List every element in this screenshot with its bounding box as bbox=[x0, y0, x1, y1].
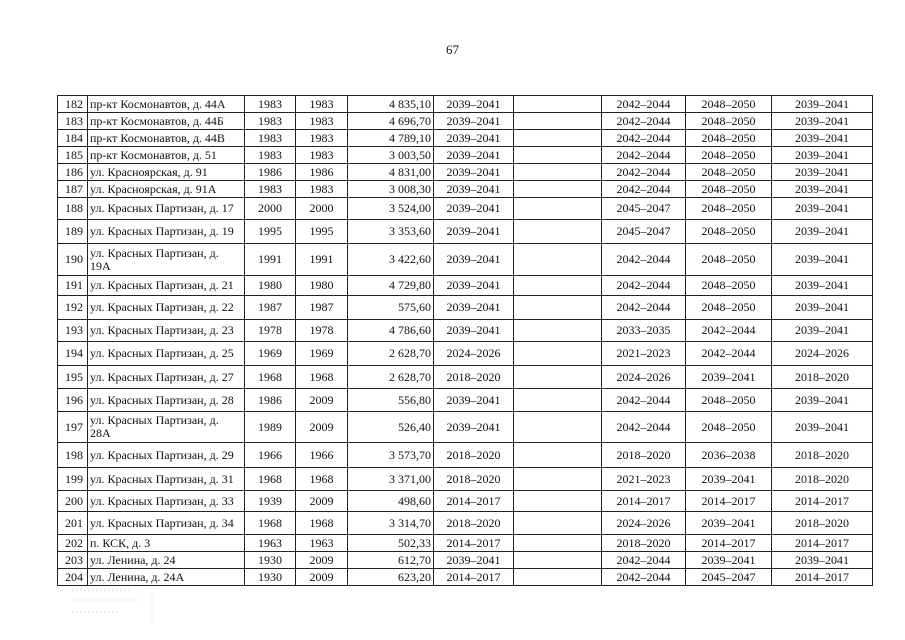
period-4-cell: 2048–2050 bbox=[686, 296, 772, 320]
area-cell: 502,33 bbox=[348, 535, 434, 552]
year-built-cell: 1991 bbox=[245, 244, 296, 276]
area-cell: 4 789,10 bbox=[348, 130, 434, 147]
table-row bbox=[58, 244, 873, 276]
period-4-cell: 2039–2041 bbox=[686, 552, 772, 569]
area-cell: 556,80 bbox=[348, 389, 434, 412]
area-cell: 4 831,00 bbox=[348, 164, 434, 181]
year-built-cell: 1930 bbox=[245, 552, 296, 569]
period-1-cell: 2039–2041 bbox=[434, 220, 514, 244]
row-number-cell: 184 bbox=[58, 130, 88, 147]
year-built-cell: 1995 bbox=[245, 220, 296, 244]
period-4-cell: 2048–2050 bbox=[686, 147, 772, 164]
year-built-cell: 1968 bbox=[245, 468, 296, 491]
table-row bbox=[58, 443, 873, 468]
area-cell: 3 008,30 bbox=[348, 181, 434, 198]
year-built-cell: 1983 bbox=[245, 147, 296, 164]
period-5-cell: 2039–2041 bbox=[772, 113, 873, 130]
period-1-cell: 2039–2041 bbox=[434, 552, 514, 569]
period-5-cell: 2014–2017 bbox=[772, 491, 873, 512]
period-5-cell: 2018–2020 bbox=[772, 443, 873, 468]
row-number-cell: 204 bbox=[58, 569, 88, 586]
period-1-cell: 2039–2041 bbox=[434, 412, 514, 443]
period-1-cell: 2018–2020 bbox=[434, 366, 514, 389]
period-2-cell bbox=[514, 220, 602, 244]
period-3-cell: 2045–2047 bbox=[602, 220, 686, 244]
area-cell: 4 696,70 bbox=[348, 113, 434, 130]
year-built-cell: 1983 bbox=[245, 181, 296, 198]
address-cell: ул. Ленина, д. 24 bbox=[88, 552, 245, 569]
period-4-cell: 2048–2050 bbox=[686, 164, 772, 181]
period-2-cell bbox=[514, 164, 602, 181]
period-3-cell: 2024–2026 bbox=[602, 366, 686, 389]
table-row bbox=[58, 164, 873, 181]
year-commissioned-cell: 2009 bbox=[296, 569, 348, 586]
row-number-cell: 183 bbox=[58, 113, 88, 130]
year-commissioned-cell: 1968 bbox=[296, 366, 348, 389]
address-cell: ул. Красных Партизан, д. 29 bbox=[88, 443, 245, 468]
area-cell: 612,70 bbox=[348, 552, 434, 569]
period-5-cell: 2039–2041 bbox=[772, 389, 873, 412]
year-built-cell: 1939 bbox=[245, 491, 296, 512]
period-5-cell: 2039–2041 bbox=[772, 220, 873, 244]
period-4-cell: 2048–2050 bbox=[686, 244, 772, 276]
address-cell: ул. Красных Партизан, д. 22 bbox=[88, 296, 245, 320]
row-number-cell: 192 bbox=[58, 296, 88, 320]
row-number-cell: 189 bbox=[58, 220, 88, 244]
area-cell: 3 422,60 bbox=[348, 244, 434, 276]
period-3-cell: 2014–2017 bbox=[602, 491, 686, 512]
period-1-cell: 2039–2041 bbox=[434, 147, 514, 164]
period-3-cell: 2042–2044 bbox=[602, 552, 686, 569]
period-1-cell: 2039–2041 bbox=[434, 164, 514, 181]
period-2-cell bbox=[514, 181, 602, 198]
row-number-cell: 186 bbox=[58, 164, 88, 181]
area-cell: 3 003,50 bbox=[348, 147, 434, 164]
year-commissioned-cell: 1983 bbox=[296, 130, 348, 147]
address-cell: пр-кт Космонавтов, д. 51 bbox=[88, 147, 245, 164]
address-cell: ул. Красноярская, д. 91А bbox=[88, 181, 245, 198]
table-row bbox=[58, 389, 873, 412]
area-cell: 623,20 bbox=[348, 569, 434, 586]
period-3-cell: 2033–2035 bbox=[602, 320, 686, 342]
period-1-cell: 2014–2017 bbox=[434, 491, 514, 512]
address-cell: пр-кт Космонавтов, д. 44В bbox=[88, 130, 245, 147]
year-commissioned-cell: 1969 bbox=[296, 342, 348, 366]
row-number-cell: 198 bbox=[58, 443, 88, 468]
year-commissioned-cell: 2009 bbox=[296, 412, 348, 443]
year-built-cell: 1978 bbox=[245, 320, 296, 342]
period-4-cell: 2048–2050 bbox=[686, 389, 772, 412]
period-3-cell: 2018–2020 bbox=[602, 443, 686, 468]
period-5-cell: 2039–2041 bbox=[772, 276, 873, 296]
row-number-cell: 187 bbox=[58, 181, 88, 198]
table-row bbox=[58, 296, 873, 320]
table-row bbox=[58, 130, 873, 147]
period-2-cell bbox=[514, 535, 602, 552]
period-2-cell bbox=[514, 276, 602, 296]
period-4-cell: 2036–2038 bbox=[686, 443, 772, 468]
period-3-cell: 2021–2023 bbox=[602, 342, 686, 366]
period-3-cell: 2018–2020 bbox=[602, 535, 686, 552]
table-row bbox=[58, 552, 873, 569]
address-cell: ул. Красных Партизан, д. 19А bbox=[88, 244, 245, 276]
period-1-cell: 2039–2041 bbox=[434, 181, 514, 198]
period-3-cell: 2042–2044 bbox=[602, 147, 686, 164]
year-commissioned-cell: 1966 bbox=[296, 443, 348, 468]
address-cell: пр-кт Космонавтов, д. 44А bbox=[88, 96, 245, 113]
period-3-cell: 2024–2026 bbox=[602, 512, 686, 535]
period-2-cell bbox=[514, 512, 602, 535]
year-built-cell: 1986 bbox=[245, 164, 296, 181]
period-5-cell: 2014–2017 bbox=[772, 569, 873, 586]
year-commissioned-cell: 2009 bbox=[296, 552, 348, 569]
period-5-cell: 2039–2041 bbox=[772, 296, 873, 320]
area-cell: 3 524,00 bbox=[348, 198, 434, 220]
period-1-cell: 2039–2041 bbox=[434, 244, 514, 276]
year-commissioned-cell: 1991 bbox=[296, 244, 348, 276]
period-2-cell bbox=[514, 412, 602, 443]
year-built-cell: 1966 bbox=[245, 443, 296, 468]
period-5-cell: 2039–2041 bbox=[772, 320, 873, 342]
period-4-cell: 2048–2050 bbox=[686, 220, 772, 244]
period-5-cell: 2039–2041 bbox=[772, 198, 873, 220]
year-built-cell: 1986 bbox=[245, 389, 296, 412]
year-commissioned-cell: 1995 bbox=[296, 220, 348, 244]
address-cell: ул. Красных Партизан, д. 31 bbox=[88, 468, 245, 491]
table-row bbox=[58, 198, 873, 220]
period-1-cell: 2039–2041 bbox=[434, 198, 514, 220]
table-row bbox=[58, 96, 873, 113]
year-commissioned-cell: 2009 bbox=[296, 491, 348, 512]
period-5-cell: 2039–2041 bbox=[772, 147, 873, 164]
area-cell: 3 371,00 bbox=[348, 468, 434, 491]
period-4-cell: 2048–2050 bbox=[686, 198, 772, 220]
area-cell: 4 729,80 bbox=[348, 276, 434, 296]
row-number-cell: 188 bbox=[58, 198, 88, 220]
period-4-cell: 2014–2017 bbox=[686, 535, 772, 552]
period-3-cell: 2042–2044 bbox=[602, 276, 686, 296]
area-cell: 3 314,70 bbox=[348, 512, 434, 535]
table-row bbox=[58, 512, 873, 535]
period-2-cell bbox=[514, 130, 602, 147]
table-row bbox=[58, 320, 873, 342]
row-number-cell: 201 bbox=[58, 512, 88, 535]
period-5-cell: 2018–2020 bbox=[772, 366, 873, 389]
year-commissioned-cell: 1968 bbox=[296, 512, 348, 535]
row-number-cell: 193 bbox=[58, 320, 88, 342]
table-row bbox=[58, 342, 873, 366]
period-2-cell bbox=[514, 342, 602, 366]
year-commissioned-cell: 1983 bbox=[296, 181, 348, 198]
row-number-cell: 200 bbox=[58, 491, 88, 512]
address-cell: ул. Красных Партизан, д. 33 bbox=[88, 491, 245, 512]
period-2-cell bbox=[514, 552, 602, 569]
period-2-cell bbox=[514, 147, 602, 164]
year-built-cell: 1987 bbox=[245, 296, 296, 320]
building-registry-table bbox=[57, 95, 873, 586]
period-2-cell bbox=[514, 113, 602, 130]
scan-artifact-mark bbox=[70, 586, 160, 626]
period-4-cell: 2042–2044 bbox=[686, 342, 772, 366]
period-3-cell: 2042–2044 bbox=[602, 569, 686, 586]
year-built-cell: 2000 bbox=[245, 198, 296, 220]
area-cell: 4 786,60 bbox=[348, 320, 434, 342]
period-2-cell bbox=[514, 244, 602, 276]
period-4-cell: 2039–2041 bbox=[686, 366, 772, 389]
table-row bbox=[58, 491, 873, 512]
year-built-cell: 1983 bbox=[245, 130, 296, 147]
period-2-cell bbox=[514, 96, 602, 113]
row-number-cell: 194 bbox=[58, 342, 88, 366]
period-5-cell: 2039–2041 bbox=[772, 181, 873, 198]
period-3-cell: 2042–2044 bbox=[602, 244, 686, 276]
period-4-cell: 2045–2047 bbox=[686, 569, 772, 586]
period-4-cell: 2048–2050 bbox=[686, 113, 772, 130]
year-commissioned-cell: 1983 bbox=[296, 113, 348, 130]
year-built-cell: 1980 bbox=[245, 276, 296, 296]
period-1-cell: 2039–2041 bbox=[434, 130, 514, 147]
area-cell: 3 573,70 bbox=[348, 443, 434, 468]
address-cell: ул. Красных Партизан, д. 21 bbox=[88, 276, 245, 296]
period-3-cell: 2042–2044 bbox=[602, 389, 686, 412]
period-2-cell bbox=[514, 320, 602, 342]
year-commissioned-cell: 1983 bbox=[296, 96, 348, 113]
period-2-cell bbox=[514, 198, 602, 220]
area-cell: 4 835,10 bbox=[348, 96, 434, 113]
period-1-cell: 2039–2041 bbox=[434, 296, 514, 320]
period-5-cell: 2039–2041 bbox=[772, 552, 873, 569]
area-cell: 2 628,70 bbox=[348, 342, 434, 366]
year-built-cell: 1983 bbox=[245, 96, 296, 113]
period-1-cell: 2018–2020 bbox=[434, 468, 514, 491]
row-number-cell: 191 bbox=[58, 276, 88, 296]
row-number-cell: 197 bbox=[58, 412, 88, 443]
period-2-cell bbox=[514, 389, 602, 412]
table-row bbox=[58, 147, 873, 164]
period-5-cell: 2039–2041 bbox=[772, 164, 873, 181]
address-cell: ул. Красных Партизан, д. 25 bbox=[88, 342, 245, 366]
address-cell: п. КСК, д. 3 bbox=[88, 535, 245, 552]
row-number-cell: 182 bbox=[58, 96, 88, 113]
period-4-cell: 2039–2041 bbox=[686, 468, 772, 491]
period-2-cell bbox=[514, 491, 602, 512]
area-cell: 526,40 bbox=[348, 412, 434, 443]
address-cell: ул. Красных Партизан, д. 17 bbox=[88, 198, 245, 220]
table-row bbox=[58, 113, 873, 130]
period-2-cell bbox=[514, 366, 602, 389]
period-3-cell: 2042–2044 bbox=[602, 181, 686, 198]
period-5-cell: 2018–2020 bbox=[772, 468, 873, 491]
period-5-cell: 2024–2026 bbox=[772, 342, 873, 366]
page-number: 67 bbox=[446, 42, 459, 57]
table-row bbox=[58, 412, 873, 443]
year-commissioned-cell: 1987 bbox=[296, 296, 348, 320]
year-commissioned-cell: 1978 bbox=[296, 320, 348, 342]
table-row bbox=[58, 569, 873, 586]
period-1-cell: 2018–2020 bbox=[434, 443, 514, 468]
period-2-cell bbox=[514, 569, 602, 586]
period-4-cell: 2039–2041 bbox=[686, 512, 772, 535]
row-number-cell: 199 bbox=[58, 468, 88, 491]
period-1-cell: 2039–2041 bbox=[434, 389, 514, 412]
year-built-cell: 1968 bbox=[245, 366, 296, 389]
period-5-cell: 2039–2041 bbox=[772, 130, 873, 147]
period-3-cell: 2042–2044 bbox=[602, 113, 686, 130]
period-3-cell: 2042–2044 bbox=[602, 296, 686, 320]
period-5-cell: 2018–2020 bbox=[772, 512, 873, 535]
year-built-cell: 1969 bbox=[245, 342, 296, 366]
period-4-cell: 2048–2050 bbox=[686, 130, 772, 147]
period-4-cell: 2048–2050 bbox=[686, 181, 772, 198]
address-cell: ул. Красных Партизан, д. 23 bbox=[88, 320, 245, 342]
period-1-cell: 2024–2026 bbox=[434, 342, 514, 366]
period-2-cell bbox=[514, 296, 602, 320]
year-built-cell: 1983 bbox=[245, 113, 296, 130]
table-row bbox=[58, 535, 873, 552]
address-cell: пр-кт Космонавтов, д. 44Б bbox=[88, 113, 245, 130]
address-cell: ул. Красноярская, д. 91 bbox=[88, 164, 245, 181]
row-number-cell: 195 bbox=[58, 366, 88, 389]
period-1-cell: 2039–2041 bbox=[434, 320, 514, 342]
period-2-cell bbox=[514, 443, 602, 468]
row-number-cell: 202 bbox=[58, 535, 88, 552]
period-1-cell: 2039–2041 bbox=[434, 113, 514, 130]
address-cell: ул. Красных Партизан, д. 34 bbox=[88, 512, 245, 535]
table-row bbox=[58, 276, 873, 296]
table-row bbox=[58, 468, 873, 491]
year-commissioned-cell: 1968 bbox=[296, 468, 348, 491]
area-cell: 498,60 bbox=[348, 491, 434, 512]
row-number-cell: 203 bbox=[58, 552, 88, 569]
period-5-cell: 2014–2017 bbox=[772, 535, 873, 552]
year-built-cell: 1968 bbox=[245, 512, 296, 535]
address-cell: ул. Красных Партизан, д. 27 bbox=[88, 366, 245, 389]
area-cell: 575,60 bbox=[348, 296, 434, 320]
year-commissioned-cell: 1980 bbox=[296, 276, 348, 296]
period-5-cell: 2039–2041 bbox=[772, 412, 873, 443]
year-built-cell: 1963 bbox=[245, 535, 296, 552]
period-3-cell: 2042–2044 bbox=[602, 96, 686, 113]
row-number-cell: 196 bbox=[58, 389, 88, 412]
period-1-cell: 2014–2017 bbox=[434, 569, 514, 586]
table-row bbox=[58, 366, 873, 389]
year-built-cell: 1989 bbox=[245, 412, 296, 443]
area-cell: 2 628,70 bbox=[348, 366, 434, 389]
period-4-cell: 2048–2050 bbox=[686, 276, 772, 296]
period-3-cell: 2045–2047 bbox=[602, 198, 686, 220]
period-3-cell: 2021–2023 bbox=[602, 468, 686, 491]
address-cell: ул. Красных Партизан, д. 28А bbox=[88, 412, 245, 443]
year-built-cell: 1930 bbox=[245, 569, 296, 586]
table-row bbox=[58, 181, 873, 198]
period-5-cell: 2039–2041 bbox=[772, 96, 873, 113]
period-1-cell: 2014–2017 bbox=[434, 535, 514, 552]
period-4-cell: 2048–2050 bbox=[686, 96, 772, 113]
address-cell: ул. Красных Партизан, д. 28 bbox=[88, 389, 245, 412]
address-cell: ул. Ленина, д. 24А bbox=[88, 569, 245, 586]
period-5-cell: 2039–2041 bbox=[772, 244, 873, 276]
period-3-cell: 2042–2044 bbox=[602, 164, 686, 181]
period-4-cell: 2014–2017 bbox=[686, 491, 772, 512]
period-3-cell: 2042–2044 bbox=[602, 130, 686, 147]
year-commissioned-cell: 2009 bbox=[296, 389, 348, 412]
period-1-cell: 2018–2020 bbox=[434, 512, 514, 535]
address-cell: ул. Красных Партизан, д. 19 bbox=[88, 220, 245, 244]
period-4-cell: 2048–2050 bbox=[686, 412, 772, 443]
row-number-cell: 185 bbox=[58, 147, 88, 164]
row-number-cell: 190 bbox=[58, 244, 88, 276]
period-4-cell: 2042–2044 bbox=[686, 320, 772, 342]
period-1-cell: 2039–2041 bbox=[434, 96, 514, 113]
period-3-cell: 2042–2044 bbox=[602, 412, 686, 443]
period-2-cell bbox=[514, 468, 602, 491]
period-1-cell: 2039–2041 bbox=[434, 276, 514, 296]
year-commissioned-cell: 2000 bbox=[296, 198, 348, 220]
year-commissioned-cell: 1986 bbox=[296, 164, 348, 181]
area-cell: 3 353,60 bbox=[348, 220, 434, 244]
table-row bbox=[58, 220, 873, 244]
year-commissioned-cell: 1983 bbox=[296, 147, 348, 164]
year-commissioned-cell: 1963 bbox=[296, 535, 348, 552]
